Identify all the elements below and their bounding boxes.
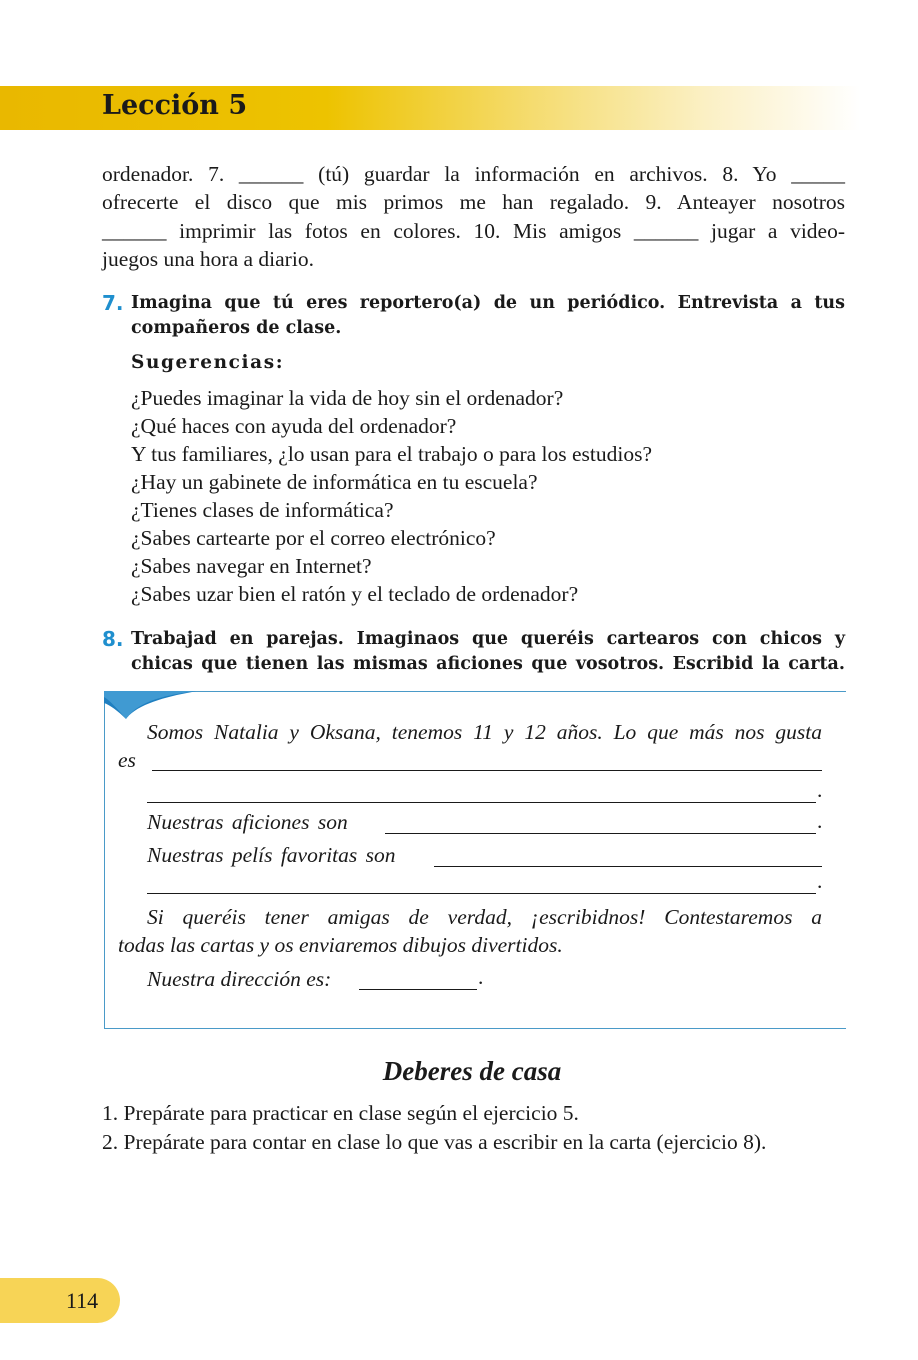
suggestion-question: ¿Sabes navegar en Internet? — [131, 554, 372, 578]
suggestions-list — [131, 384, 652, 608]
suggestion-question: ¿Sabes cartearte por el correo electrónico? — [131, 526, 496, 550]
homework-title: Deberes de casa — [382, 1056, 562, 1086]
answer-line — [359, 989, 477, 990]
letter-line-1: Somos Natalia y Oksana, tenemos 11 y 12 años. Lo que más nos gusta — [147, 720, 822, 744]
suggestion-question: ¿Qué haces con ayuda del ordenador? — [131, 414, 457, 438]
line-end-period: . — [817, 809, 823, 833]
intro-line-3: ______ imprimir las fotos en colores. 10. Mis amigos ______ jugar a video- — [102, 219, 845, 243]
line-end-period: . — [817, 869, 823, 893]
answer-line — [147, 893, 816, 894]
letter-line-7: Si queréis tener amigas de verdad, ¡escribidnos! Contestaremos a — [147, 905, 822, 929]
line-end-period: . — [478, 965, 484, 989]
letter-line-5: Nuestras pelís favoritas son — [147, 843, 396, 867]
homework-item: 1. Prepárate para practicar en clase según el ejercicio 5. — [102, 1101, 579, 1125]
answer-line — [434, 866, 822, 867]
letter-line-4: Nuestras aficiones son — [147, 810, 348, 834]
letter-line-8: todas las cartas y os enviaremos dibujos divertidos. — [118, 933, 563, 957]
lesson-title: Lección 5 — [102, 90, 248, 121]
exercise-7-instruction-line-1: Imagina que tú eres reportero(a) de un periódico. Entrevista a tus — [131, 293, 845, 313]
suggestion-question: Y tus familiares, ¿lo usan para el trabajo o para los estudios? — [131, 442, 653, 466]
intro-line-1: ordenador. 7. ______ (tú) guardar la información en archivos. 8. Yo _____ — [102, 162, 845, 186]
exercise-7-instruction-line-2: compañeros de clase. — [131, 318, 342, 338]
exercise-8-instruction-line-2: chicas que tienen las mismas aficiones que vosotros. Escribid la carta. — [131, 654, 845, 674]
line-end-period: . — [817, 778, 823, 802]
homework-item: 2. Prepárate para contar en clase lo que vas a escribir en la carta (ejercicio 8). — [102, 1129, 767, 1154]
suggestion-question: ¿Sabes uzar bien el ratón y el teclado de ordenador? — [131, 582, 579, 606]
letter-line-2: es — [118, 748, 136, 772]
page-number: 114 — [66, 1288, 99, 1313]
suggestion-question: ¿Hay un gabinete de informática en tu escuela? — [131, 470, 538, 494]
letter-line-9: Nuestra dirección es: — [147, 967, 332, 991]
answer-line — [147, 802, 816, 803]
intro-line-2: ofrecerte el disco que mis primos me han regalado. 9. Anteayer nosotros — [102, 190, 845, 214]
suggestions-title: Sugerencias: — [131, 352, 285, 373]
page-curl-corner-icon — [104, 691, 196, 721]
exercise-7-number: 7. — [102, 291, 124, 315]
exercise-8-number: 8. — [102, 627, 124, 651]
intro-line-4: juegos una hora a diario. — [102, 247, 314, 271]
homework-list — [102, 1099, 766, 1156]
suggestion-question: ¿Puedes imaginar la vida de hoy sin el ordenador? — [131, 386, 564, 410]
suggestion-question: ¿Tienes clases de informática? — [131, 498, 394, 522]
answer-line — [152, 770, 822, 771]
exercise-8-instruction-line-1: Trabajad en parejas. Imaginaos que queréis cartearos con chicos y — [131, 629, 845, 649]
answer-line — [385, 833, 816, 834]
page-number-badge — [0, 1278, 120, 1323]
